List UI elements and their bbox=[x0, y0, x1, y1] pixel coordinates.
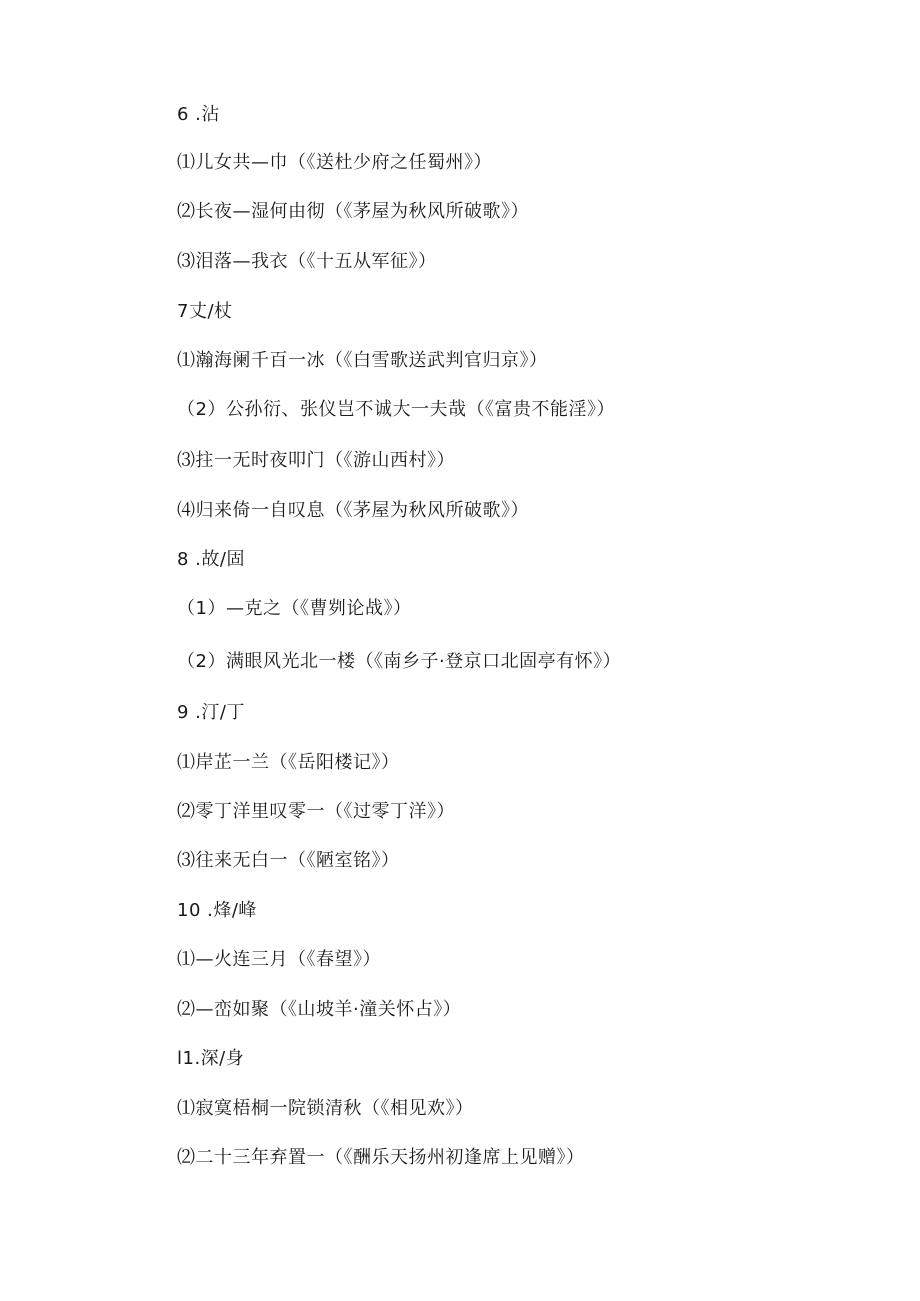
list-item: ⑴儿女共—巾（《送杜少府之任蜀州》） bbox=[177, 152, 492, 173]
heading-6: 6 .沾 bbox=[177, 104, 220, 125]
list-item: ⑶往来无白一（《陋室铭》） bbox=[177, 850, 400, 871]
list-item: ⑵长夜—湿何由彻（《茅屋为秋风所破歌》） bbox=[177, 201, 529, 222]
list-item: （1）—克之（《曹刿论战》） bbox=[177, 598, 412, 619]
list-item: （2）满眼风光北一楼（《南乡子·登京口北固亭有怀》） bbox=[177, 651, 622, 672]
heading-7: 7丈/杖 bbox=[177, 301, 233, 322]
heading-11: l1.深/身 bbox=[177, 1048, 245, 1069]
list-item: ⑶泪落—我衣（《十五从军征》） bbox=[177, 251, 437, 272]
list-item: ⑴岸芷一兰（《岳阳楼记》） bbox=[177, 752, 400, 773]
heading-10: 10 .烽/峰 bbox=[177, 900, 257, 921]
list-item: （2）公孙衍、张仪岂不诚大一夫哉（《富贵不能淫》） bbox=[177, 399, 615, 420]
list-item: ⑴寂寞梧桐一院锁清秋（《相见欢》） bbox=[177, 1098, 474, 1119]
list-item: ⑵—峦如聚（《山坡羊·潼关怀占》） bbox=[177, 999, 462, 1020]
list-item: ⑵二十三年弃置一（《酬乐天扬州初逢席上见赠》） bbox=[177, 1147, 585, 1168]
heading-9: 9 .汀/丁 bbox=[177, 702, 245, 723]
heading-8: 8 .故/固 bbox=[177, 549, 245, 570]
list-item: ⑴—火连三月（《春望》） bbox=[177, 949, 381, 970]
list-item: ⑶拄一无时夜叩门（《游山西村》） bbox=[177, 450, 455, 471]
list-item: ⑵零丁洋里叹零一（《过零丁洋》） bbox=[177, 801, 455, 822]
list-item: ⑷归来倚一自叹息（《茅屋为秋风所破歌》） bbox=[177, 500, 529, 521]
list-item: ⑴瀚海阑千百一冰（《白雪歌送武判官归京》） bbox=[177, 350, 548, 371]
